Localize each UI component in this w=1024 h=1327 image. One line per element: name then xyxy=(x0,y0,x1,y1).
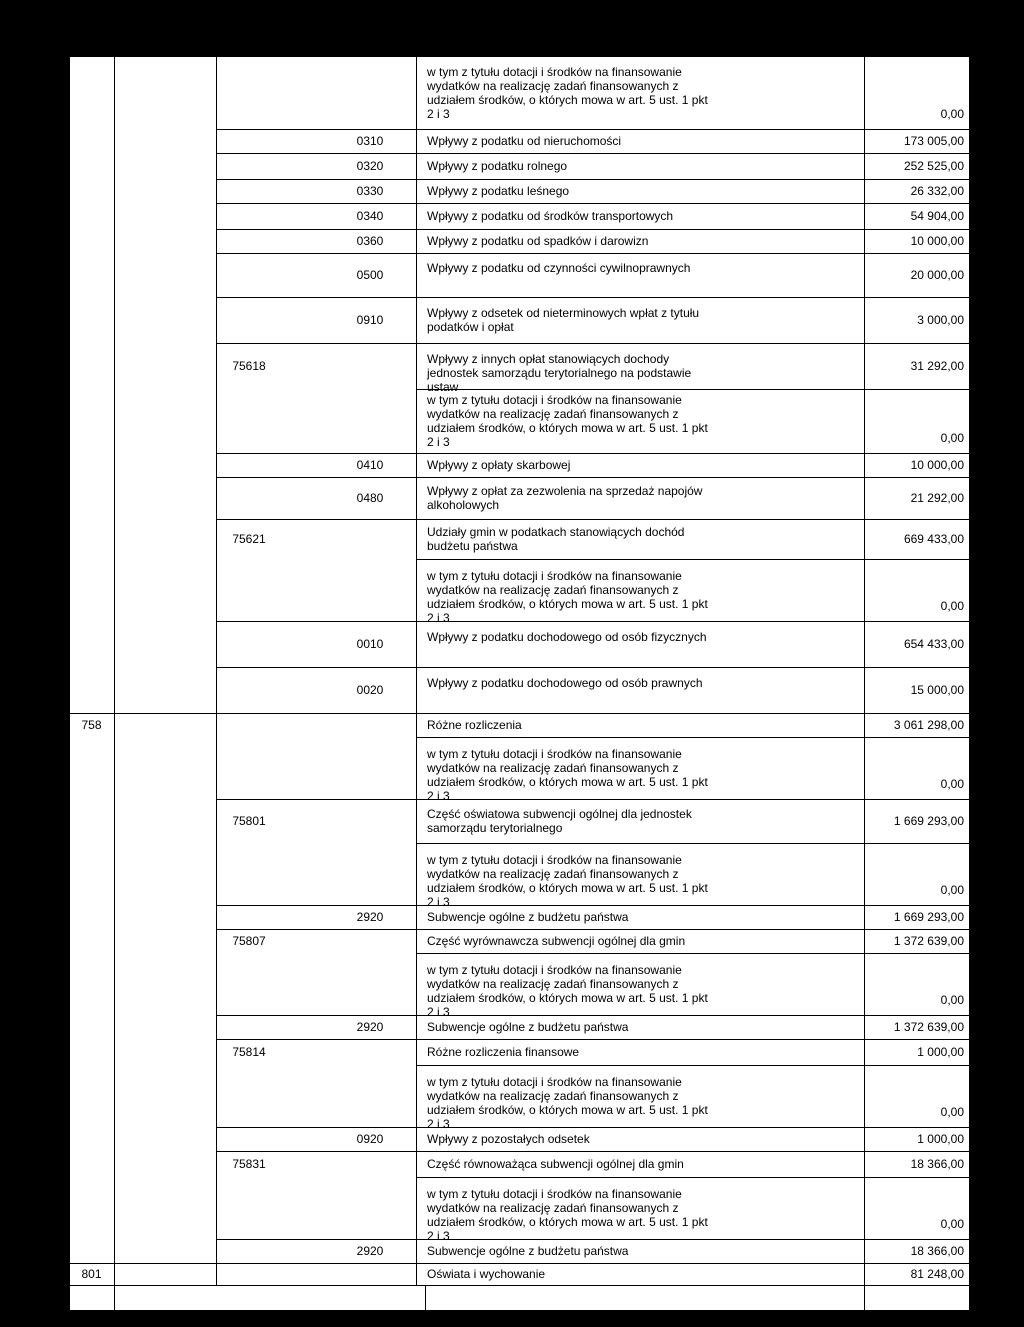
row-value: 0,00 xyxy=(940,993,964,1007)
row-divider xyxy=(216,129,970,130)
paragraph-code: 0010 xyxy=(356,637,384,651)
paragraph-code: 0480 xyxy=(356,491,384,505)
paragraph-code: 0330 xyxy=(356,184,384,198)
row-value: 173 005,00 xyxy=(903,134,964,148)
col-divider xyxy=(969,57,970,1310)
row-label: w tym z tytułu dotacji i środków na finansowanie wydatków na realizację zadań finansowanych z udziałem środków, o których mowa w art. 5 ust. 1 pkt 2 i 3 xyxy=(427,747,708,803)
col-divider xyxy=(425,1285,426,1310)
row-value: 18 366,00 xyxy=(910,1157,964,1171)
row-label: Wpływy z odsetek od nieterminowych wpłat z tytułu podatków i opłat xyxy=(427,306,700,334)
row-label: Oświata i wychowanie xyxy=(427,1267,546,1281)
chapter-code: 75807 xyxy=(232,934,266,948)
col-divider xyxy=(69,57,70,1310)
row-label: Różne rozliczenia finansowe xyxy=(427,1045,580,1059)
chapter-code: 75621 xyxy=(232,532,266,546)
row-value: 669 433,00 xyxy=(903,532,964,546)
paragraph-code: 0340 xyxy=(356,209,384,223)
row-label: w tym z tytułu dotacji i środków na finansowanie wydatków na realizację zadań finansowanych z udziałem środków, o których mowa w art. 5 ust. 1 pkt 2 i 3 xyxy=(427,1075,708,1131)
row-divider xyxy=(416,953,970,954)
row-value: 0,00 xyxy=(940,431,964,445)
row-label: Wpływy z innych opłat stanowiących dochody jednostek samorządu terytorialnego na podstawie ustaw xyxy=(427,352,692,394)
row-divider xyxy=(216,153,970,154)
row-value: 1 669 293,00 xyxy=(893,814,964,828)
row-label: w tym z tytułu dotacji i środków na finansowanie wydatków na realizację zadań finansowanych z udziałem środków, o których mowa w art. 5 ust. 1 pkt 2 i 3 xyxy=(427,393,708,449)
col-divider xyxy=(416,57,417,1285)
chapter-code: 75831 xyxy=(232,1157,266,1171)
col-divider xyxy=(216,57,217,1285)
budget-table xyxy=(69,57,970,1310)
row-label: Część wyrównawcza subwencji ogólnej dla gmin xyxy=(427,934,686,948)
chapter-code: 75814 xyxy=(232,1045,266,1059)
paragraph-code: 0920 xyxy=(356,1132,384,1146)
row-value: 3 000,00 xyxy=(917,313,964,327)
row-label: Wpływy z podatku od nieruchomości xyxy=(427,134,622,148)
row-value: 0,00 xyxy=(940,777,964,791)
row-value: 31 292,00 xyxy=(910,359,964,373)
row-label: Wpływy z opłaty skarbowej xyxy=(427,458,571,472)
division-code: 758 xyxy=(81,718,102,732)
row-value: 1 000,00 xyxy=(917,1045,964,1059)
row-value: 0,00 xyxy=(940,883,964,897)
paragraph-code: 0020 xyxy=(356,683,384,697)
division-code: 801 xyxy=(81,1267,102,1281)
row-label: Część oświatowa subwencji ogólnej dla jednostek samorządu terytorialnego xyxy=(427,807,692,835)
row-value: 1 669 293,00 xyxy=(893,910,964,924)
row-label: Wpływy z pozostałych odsetek xyxy=(427,1132,590,1146)
row-label: Wpływy z podatku od czynności cywilnoprawnych xyxy=(427,261,691,275)
col-divider xyxy=(114,57,115,1285)
row-divider xyxy=(216,343,970,344)
chapter-code: 75801 xyxy=(232,814,266,828)
row-value: 3 061 298,00 xyxy=(893,718,964,732)
row-divider xyxy=(69,1285,970,1286)
paragraph-code: 0910 xyxy=(356,313,384,327)
row-divider xyxy=(216,519,970,520)
paragraph-code: 0320 xyxy=(356,159,384,173)
row-label: w tym z tytułu dotacji i środków na finansowanie wydatków na realizację zadań finansowanych z udziałem środków, o których mowa w art. 5 ust. 1 pkt 2 i 3 xyxy=(427,569,708,625)
row-value: 20 000,00 xyxy=(910,268,964,282)
row-divider xyxy=(69,713,970,714)
row-label: Subwencje ogólne z budżetu państwa xyxy=(427,910,629,924)
row-label: Wpływy z podatku dochodowego od osób prawnych xyxy=(427,676,703,690)
paragraph-code: 0410 xyxy=(356,458,384,472)
row-divider xyxy=(216,1151,970,1152)
paragraph-code: 0360 xyxy=(356,234,384,248)
row-divider xyxy=(216,253,970,254)
row-divider xyxy=(216,203,970,204)
row-divider xyxy=(416,1177,970,1178)
row-divider xyxy=(416,1065,970,1066)
col-divider xyxy=(114,1285,115,1310)
row-divider xyxy=(216,179,970,180)
row-divider xyxy=(416,559,970,560)
paragraph-code: 0310 xyxy=(356,134,384,148)
row-value: 18 366,00 xyxy=(910,1244,964,1258)
row-label: Subwencje ogólne z budżetu państwa xyxy=(427,1244,629,1258)
row-value: 54 904,00 xyxy=(910,209,964,223)
row-divider xyxy=(216,297,970,298)
row-value: 1 372 639,00 xyxy=(893,934,964,948)
row-divider xyxy=(416,843,970,844)
row-value: 1 000,00 xyxy=(917,1132,964,1146)
row-value: 0,00 xyxy=(940,1217,964,1231)
row-value: 15 000,00 xyxy=(910,683,964,697)
paragraph-code: 2920 xyxy=(356,1244,384,1258)
row-label: Udziały gmin w podatkach stanowiących dochód budżetu państwa xyxy=(427,525,685,553)
row-value: 81 248,00 xyxy=(910,1267,964,1281)
row-divider xyxy=(216,477,970,478)
row-value: 10 000,00 xyxy=(910,458,964,472)
row-divider xyxy=(216,229,970,230)
row-value: 654 433,00 xyxy=(903,637,964,651)
row-label: w tym z tytułu dotacji i środków na finansowanie wydatków na realizację zadań finansowanych z udziałem środków, o których mowa w art. 5 ust. 1 pkt 2 i 3 xyxy=(427,1187,708,1243)
paragraph-code: 0500 xyxy=(356,268,384,282)
row-label: Wpływy z podatku rolnego xyxy=(427,159,568,173)
row-divider xyxy=(416,737,970,738)
row-label: Wpływy z podatku dochodowego od osób fizycznych xyxy=(427,630,707,644)
row-divider xyxy=(216,1039,970,1040)
row-label: w tym z tytułu dotacji i środków na finansowanie wydatków na realizację zadań finansowanych z udziałem środków, o których mowa w art. 5 ust. 1 pkt 2 i 3 xyxy=(427,963,708,1019)
row-label: Wpływy z opłat za zezwolenia na sprzedaż napojów alkoholowych xyxy=(427,484,703,512)
row-value: 1 372 639,00 xyxy=(893,1020,964,1034)
row-value: 26 332,00 xyxy=(910,184,964,198)
paragraph-code: 2920 xyxy=(356,910,384,924)
row-value: 252 525,00 xyxy=(903,159,964,173)
row-value: 0,00 xyxy=(940,107,964,121)
row-value: 21 292,00 xyxy=(910,491,964,505)
row-label: Część równoważąca subwencji ogólnej dla gmin xyxy=(427,1157,684,1171)
row-label: w tym z tytułu dotacji i środków na finansowanie wydatków na realizację zadań finansowanych z udziałem środków, o których mowa w art. 5 ust. 1 pkt 2 i 3 xyxy=(427,853,708,909)
row-label: Wpływy z podatku leśnego xyxy=(427,184,570,198)
row-label: Wpływy z podatku od spadków i darowizn xyxy=(427,234,649,248)
chapter-code: 75618 xyxy=(232,359,266,373)
row-divider xyxy=(69,1263,970,1264)
row-value: 0,00 xyxy=(940,1105,964,1119)
row-label: w tym z tytułu dotacji i środków na finansowanie wydatków na realizację zadań finansowanych z udziałem środków, o których mowa w art. 5 ust. 1 pkt 2 i 3 xyxy=(427,65,708,121)
row-divider xyxy=(216,453,970,454)
row-value: 10 000,00 xyxy=(910,234,964,248)
paragraph-code: 2920 xyxy=(356,1020,384,1034)
row-divider xyxy=(216,667,970,668)
row-divider xyxy=(216,929,970,930)
row-value: 0,00 xyxy=(940,599,964,613)
row-label: Wpływy z podatku od środków transportowych xyxy=(427,209,674,223)
row-label: Subwencje ogólne z budżetu państwa xyxy=(427,1020,629,1034)
row-label: Różne rozliczenia xyxy=(427,718,522,732)
